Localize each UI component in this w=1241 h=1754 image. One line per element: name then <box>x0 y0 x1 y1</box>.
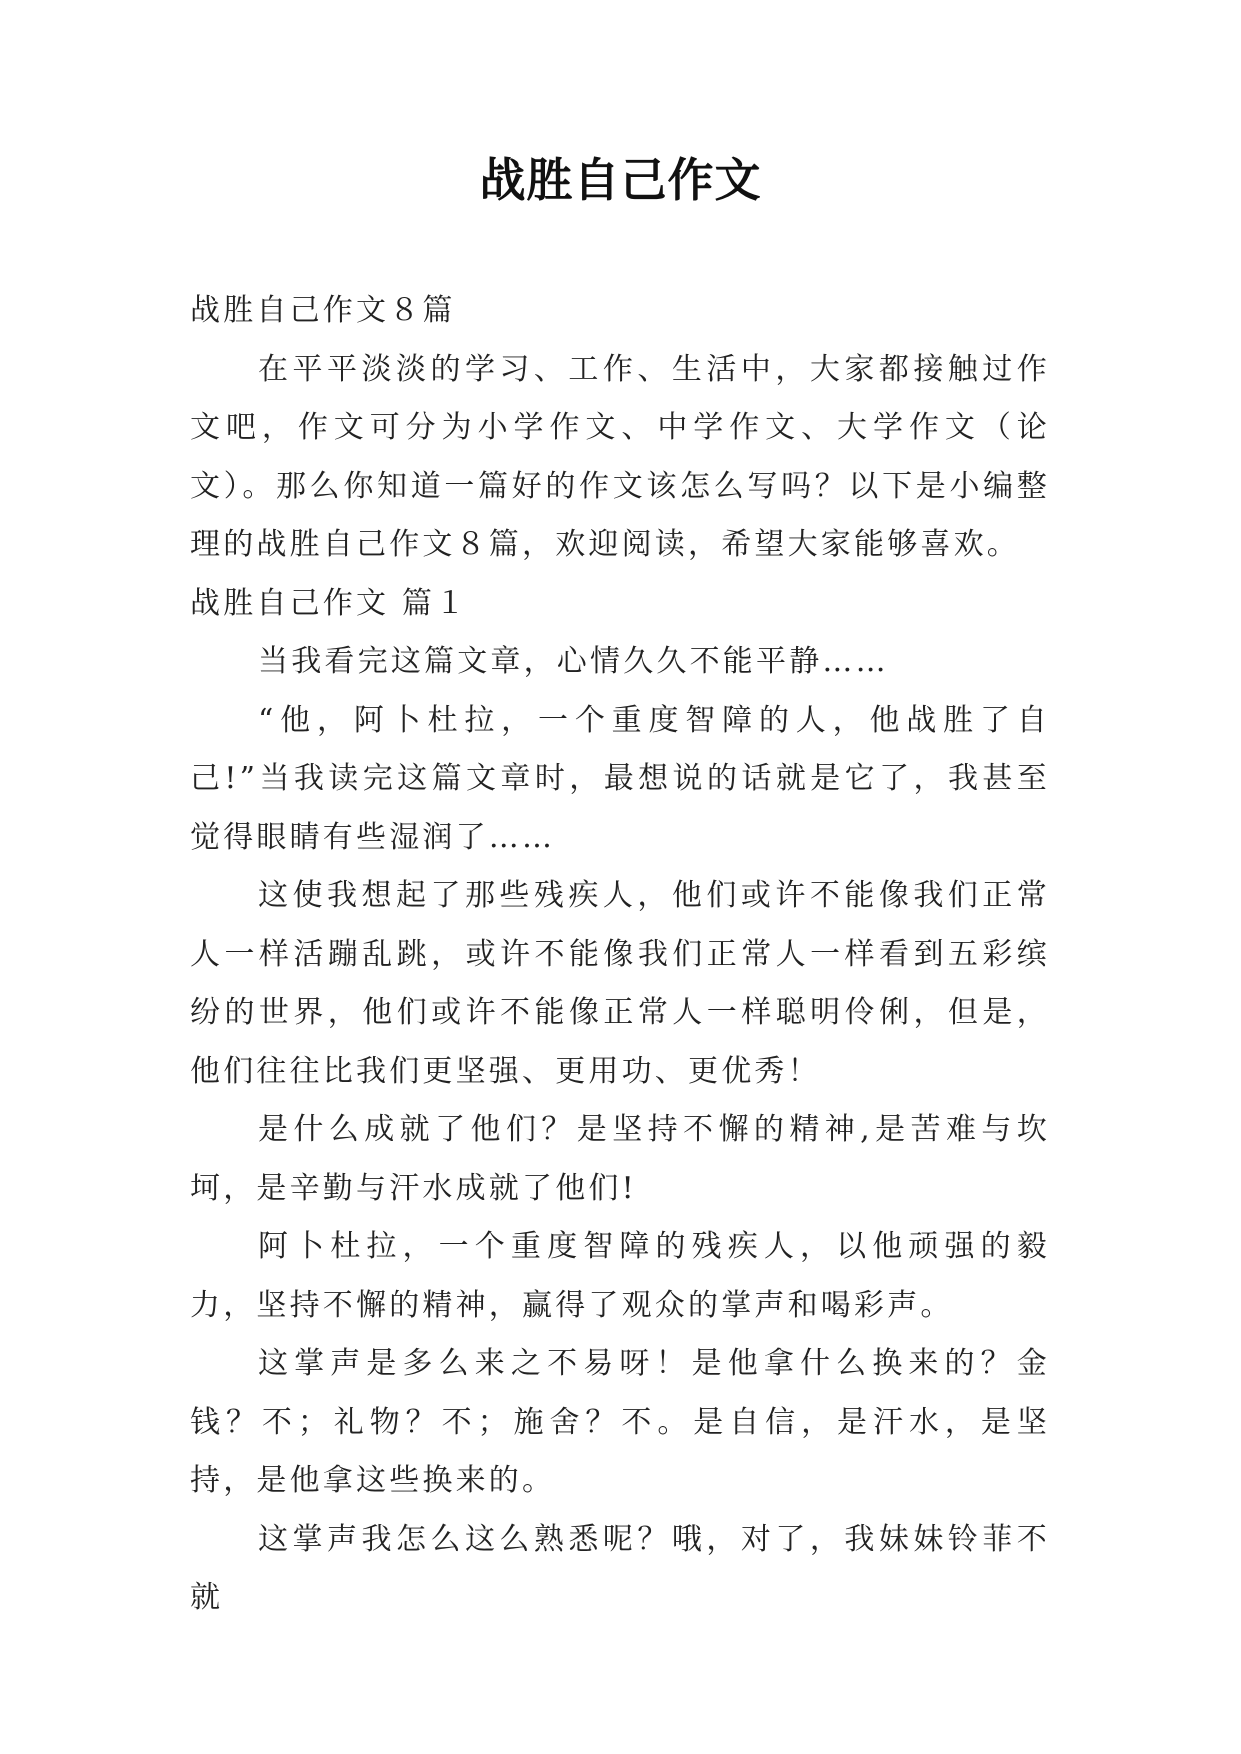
paragraph: 这掌声我怎么这么熟悉呢？哦，对了，我妹妹铃菲不就 <box>190 1521 1050 1615</box>
paragraph: 阿卜杜拉，一个重度智障的残疾人，以他顽强的毅力，坚持不懈的精神，赢得了观众的掌声和喝彩声。 <box>190 1229 1050 1323</box>
subtitle-line: 战胜自己作文８篇 <box>190 293 456 328</box>
paragraph: 当我看完这篇文章，心情久久不能平静…… <box>258 644 889 679</box>
document-title: 战胜自己作文 <box>479 153 762 207</box>
document-body <box>190 282 1050 1628</box>
paragraph: “他，阿卜杜拉，一个重度智障的人，他战胜了自己!”当我读完这篇文章时，最想说的话就是它了，我甚至觉得眼睛有些湿润了…… <box>190 702 1050 855</box>
paragraph: 这使我想起了那些残疾人，他们或许不能像我们正常人一样活蹦乱跳，或许不能像我们正常人一样看到五彩缤纷的世界，他们或许不能像正常人一样聪明伶俐，但是，他们往往比我们更坚强、更用功、更优秀！ <box>190 878 1050 1089</box>
section-heading: 战胜自己作文 篇１ <box>190 585 469 621</box>
paragraph: 在平平淡淡的学习、工作、生活中，大家都接触过作文吧，作文可分为小学作文、中学作文、大学作文（论文）。那么你知道一篇好的作文该怎么写吗？以下是小编整理的战胜自己作文８篇，欢迎阅读，希望大家能够喜欢。 <box>190 351 1050 562</box>
paragraph: 是什么成就了他们？是坚持不懈的精神,是苦难与坎坷，是辛勤与汗水成就了他们! <box>190 1112 1050 1206</box>
paragraph: 这掌声是多么来之不易呀！是他拿什么换来的？金钱？不；礼物？不；施舍？不。是自信，是汗水，是坚持，是他拿这些换来的。 <box>190 1346 1050 1498</box>
